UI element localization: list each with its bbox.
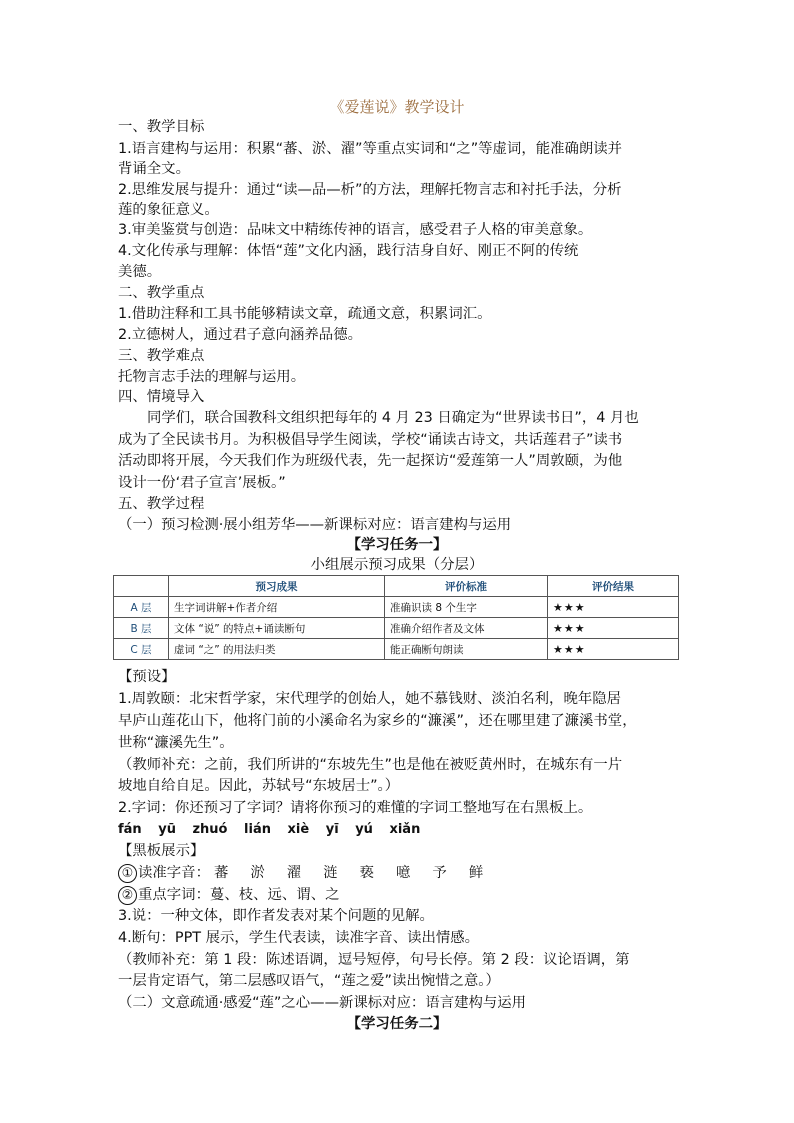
pinyin-item: xiǎn [389,822,421,837]
blackboard-char: 鲜 [468,865,484,881]
blackboard-key-words: 重点字词：蔓、枝、远、谓、之 [138,887,340,903]
table-row [114,639,679,660]
table-cell-level: C 层 [114,639,169,660]
table-cell-level: B 层 [114,618,169,639]
table-row [114,597,679,618]
intro-line-4: 设计一份‘君子宣言’展板。” [118,475,286,491]
blackboard-char: 噫 [396,865,411,881]
preset-1-line-3: 世称“濂溪先生”。 [118,735,234,751]
preset-heading: 【预设】 [118,669,176,685]
blackboard-char: 淤 [250,865,265,881]
pinyin-item: zhuó [192,822,228,837]
preset-1-line-5: 坡地自给自足。因此，苏轼号“东坡居士”。） [118,778,400,794]
subsection-1-heading: （一）预习检测·展小组芳华——新课标对应：语言建构与运用 [118,517,512,533]
preset-3: 3.说：一种文体，即作者发表对某个问题的见解。 [118,908,434,924]
subsection-2-heading: （二）文意疏通·感爱“莲”之心——新课标对应：语言建构与运用 [118,995,527,1011]
table-header-row [114,576,679,597]
table-caption: 小组展示预习成果（分层） [310,557,484,573]
table-cell-rating: ★★★ [548,639,679,660]
preset-4-note-line-1: （教师补充：第 1 段：陈述语调，逗号短停，句号长停。第 2 段：议论语调，第 [118,952,630,968]
objective-3: 3.审美鉴赏与创造：品味文中精练传神的语言，感受君子人格的审美意象。 [118,222,593,238]
table-cell-rating: ★★★ [548,597,679,618]
document-title: 《爱莲说》教学设计 [329,98,465,116]
blackboard-heading: 【黑板展示】 [118,843,205,859]
objective-4-line-1: 4.文化传承与理解：体悟“莲”文化内涵，践行洁身自好、刚正不阿的传统 [118,243,579,259]
table-cell-level: A 层 [114,597,169,618]
preset-4-note-line-2: 一层肯定语气，第二层感叹语气，“莲之爱”读出惋惜之意。） [118,973,500,989]
blackboard-label: 读准字音： [138,865,210,881]
table-header-cell: 评价标准 [385,576,548,597]
objective-1-line-2: 背诵全文。 [118,161,190,177]
pinyin-item: lián [244,822,271,837]
pinyin-item: yī [325,822,339,837]
preset-1-line-1: 1.周敦颐：北宋哲学家，宋代理学的创始人，她不慕钱财、淡泊名利，晚年隐居 [118,691,622,707]
section-heading-objectives: 一、教学目标 [118,119,205,135]
circled-number-1: ① [118,864,137,883]
table-cell-rating: ★★★ [548,618,679,639]
blackboard-char: 亵 [359,865,374,881]
objective-2-line-2: 莲的象征意义。 [118,202,219,218]
blackboard-row-2 [118,885,339,905]
key-point-2: 2.立德树人，通过君子意向涵养品德。 [118,327,362,343]
table-cell-result: 生字词讲解+作者介绍 [169,597,385,618]
intro-line-2: 成为了全民读书月。为积极倡导学生阅读，学校“诵读古诗文，共话莲君子”读书 [118,432,623,448]
intro-line-3: 活动即将开展，今天我们作为班级代表，先一起探访“爱莲第一人”周敦颐，为他 [118,453,623,469]
section-heading-process: 五、教学过程 [118,496,205,512]
key-point-1: 1.借助注释和工具书能够精读文章，疏通文意，积累词汇。 [118,306,492,322]
pinyin-item: xiè [287,822,310,837]
table-cell-result: 文体 “说” 的特点+诵读断句 [169,618,385,639]
pinyin-item: yú [355,822,373,837]
circled-number-2: ② [118,886,137,905]
section-heading-intro: 四、情境导入 [118,389,205,405]
blackboard-row-1 [118,863,505,883]
table-row [114,618,679,639]
objective-4-line-2: 美德。 [118,264,162,280]
table-cell-standard: 能正确断句朗读 [385,639,548,660]
table-cell-standard: 准确识读 8 个生字 [385,597,548,618]
pinyin-item: yū [158,822,176,837]
blackboard-char: 濯 [286,865,302,881]
blackboard-char: 蕃 [213,865,229,881]
preset-1-line-4: （教师补充：之前，我们所讲的“东坡先生”也是他在被贬黄州时，在城东有一片 [118,757,623,773]
table-header-cell [114,576,169,597]
table-cell-standard: 准确介绍作者及文体 [385,618,548,639]
preview-results-table [113,575,679,660]
pinyin-row [118,820,432,840]
blackboard-char: 涟 [323,865,338,881]
intro-line-1: 同学们，联合国教科文组织把每年的 4 月 23 日确定为“世界读书日”，4 月也 [147,410,639,426]
blackboard-char: 予 [432,865,447,881]
table-header-cell: 评价结果 [548,576,679,597]
task-1-heading: 【学习任务一】 [346,537,448,553]
table-cell-result: 虚词 “之” 的用法归类 [169,639,385,660]
preset-1-line-2: 早庐山莲花山下，他将门前的小溪命名为家乡的“濂溪”，还在哪里建了濂溪书堂， [118,713,637,729]
objective-1-line-1: 1.语言建构与运用：积累“蕃、淤、濯”等重点实词和“之”等虚词，能准确朗读并 [118,141,623,157]
preset-4: 4.断句：PPT 展示，学生代表读，读准字音、读出情感。 [118,930,480,946]
section-heading-key-points: 二、教学重点 [118,285,205,301]
table-header-cell: 预习成果 [169,576,385,597]
objective-2-line-1: 2.思维发展与提升：通过“读—品—析”的方法，理解托物言志和衬托手法，分析 [118,182,622,198]
difficulty-1: 托物言志手法的理解与运用。 [118,369,306,385]
task-2-heading: 【学习任务二】 [346,1016,448,1032]
pinyin-item: fán [118,822,142,837]
section-heading-difficulties: 三、教学难点 [118,348,205,364]
preset-2: 2.字词：你还预习了字词？请将你预习的难懂的字词工整地写在右黑板上。 [118,800,593,816]
